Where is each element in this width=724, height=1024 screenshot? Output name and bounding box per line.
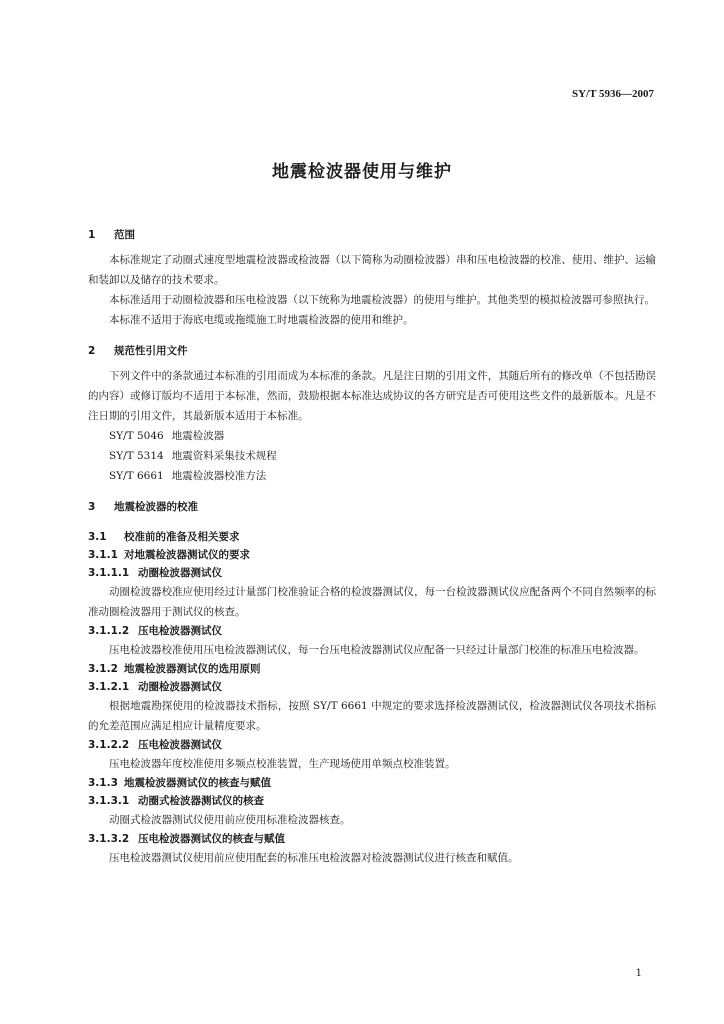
reference-name: 地震检波器校准方法 — [171, 470, 267, 482]
subsection-number: 3.1.3.2 — [88, 833, 130, 845]
subsection-number: 3.1.1.1 — [88, 567, 130, 579]
reference-item — [88, 426, 656, 446]
subsection-number: 3.1.2.2 — [88, 739, 130, 751]
subsection-title: 压电检波器测试仪的核查与赋值 — [138, 833, 285, 845]
subsection-number: 3.1.3 — [88, 777, 118, 789]
subsection-number: 3.1.3.1 — [88, 795, 130, 807]
reference-name: 地震资料采集技术规程 — [171, 450, 277, 462]
paragraph: 本标准适用于动圈检波器和压电检波器（以下统称为地震检波器）的使用与维护。其他类型的模拟检波器可参照执行。 — [109, 294, 655, 306]
subsection-number: 3.1.2.1 — [88, 681, 130, 693]
subsection-title: 动圈式检波器测试仪的核查 — [138, 795, 264, 807]
paragraph: 下列文件中的条款通过本标准的引用而成为本标准的条款。凡是注日期的引用文件，其随后所有的修改单（不包括勘误的内容）或修订版均不适用于本标准，然而，鼓励根据本标准达成协议的各方研究是否可使用这些文件的最新版本。凡是不注日期的引用文件，其最新版本适用于本标准。 — [88, 370, 656, 422]
section-number: 1 — [88, 229, 96, 241]
section-number: 2 — [88, 345, 96, 357]
subsection-heading — [88, 564, 656, 582]
subsection-number: 3.1.2 — [88, 663, 118, 675]
paragraph: 本标准规定了动圈式速度型地震检波器或检波器（以下简称为动圈检波器）串和压电检波器的校准、使用、维护、运输和装卸以及储存的技术要求。 — [88, 254, 656, 286]
reference-item — [88, 446, 656, 466]
subsection-number: 3.1.1.2 — [88, 625, 130, 637]
subsection-heading — [88, 774, 656, 792]
subsection-heading — [88, 830, 656, 848]
paragraph: 本标准不适用于海底电缆或拖缆施工时地震检波器的使用和维护。 — [109, 314, 414, 326]
document-body — [88, 226, 656, 868]
reference-name: 地震检波器 — [171, 430, 225, 442]
subsection-title: 地震检波器测试仪的核查与赋值 — [124, 777, 271, 789]
subsection-heading — [88, 678, 656, 696]
subsection-heading — [88, 546, 656, 564]
subsection-title: 动圈检波器测试仪 — [138, 567, 222, 579]
subsection-heading — [88, 660, 656, 678]
section-number: 3 — [88, 501, 96, 513]
section-heading-1 — [88, 226, 656, 244]
reference-code: SY/T 5314 — [109, 450, 164, 462]
subsection-title: 对地震检波器测试仪的要求 — [124, 549, 250, 561]
document-title: 地震检波器使用与维护 — [272, 162, 452, 182]
subsection-title: 校准前的准备及相关要求 — [124, 531, 240, 543]
page-number: 1 — [635, 968, 642, 979]
subsection-heading — [88, 622, 656, 640]
section-title: 范围 — [114, 229, 135, 241]
section-heading-3 — [88, 498, 656, 516]
subsection-heading — [88, 736, 656, 754]
reference-code: SY/T 6661 — [109, 470, 164, 482]
paragraph: 动圈检波器校准应使用经过计量部门校准验证合格的检波器测试仪，每一台检波器测试仪应配备两个不同自然频率的标准动圈检波器用于测试仪的核查。 — [88, 586, 656, 618]
paragraph: 根据地震勘探使用的检波器技术指标，按照 SY/T 6661 中规定的要求选择检波器测试仪，检波器测试仪各项技术指标的允差范围应满足相应计量精度要求。 — [88, 700, 656, 732]
subsection-title: 压电检波器测试仪 — [138, 739, 222, 751]
paragraph: 压电检波器校准使用压电检波器测试仪，每一台压电检波器测试仪应配备一只经过计量部门校准的标准压电检波器。 — [109, 644, 645, 656]
subsection-heading — [88, 792, 656, 810]
section-heading-2 — [88, 342, 656, 360]
section-title: 地震检波器的校准 — [114, 501, 198, 513]
section-title: 规范性引用文件 — [114, 345, 188, 357]
subsection-title: 地震检波器测试仪的选用原则 — [124, 663, 261, 675]
paragraph: 动圈式检波器测试仪使用前应使用标准检波器核查。 — [109, 814, 351, 826]
subsection-title: 动圈检波器测试仪 — [138, 681, 222, 693]
subsection-heading — [88, 528, 656, 546]
subsection-number: 3.1 — [88, 531, 107, 543]
standard-code: SY/T 5936—2007 — [571, 88, 654, 100]
paragraph: 压电检波器测试仪使用前应使用配套的标准压电检波器对检波器测试仪进行核查和赋值。 — [109, 852, 519, 864]
reference-item — [88, 466, 656, 486]
paragraph: 压电检波器年度校准使用多频点校准装置，生产现场使用单频点校准装置。 — [109, 758, 456, 770]
reference-code: SY/T 5046 — [109, 430, 164, 442]
subsection-title: 压电检波器测试仪 — [138, 625, 222, 637]
subsection-number: 3.1.1 — [88, 549, 118, 561]
